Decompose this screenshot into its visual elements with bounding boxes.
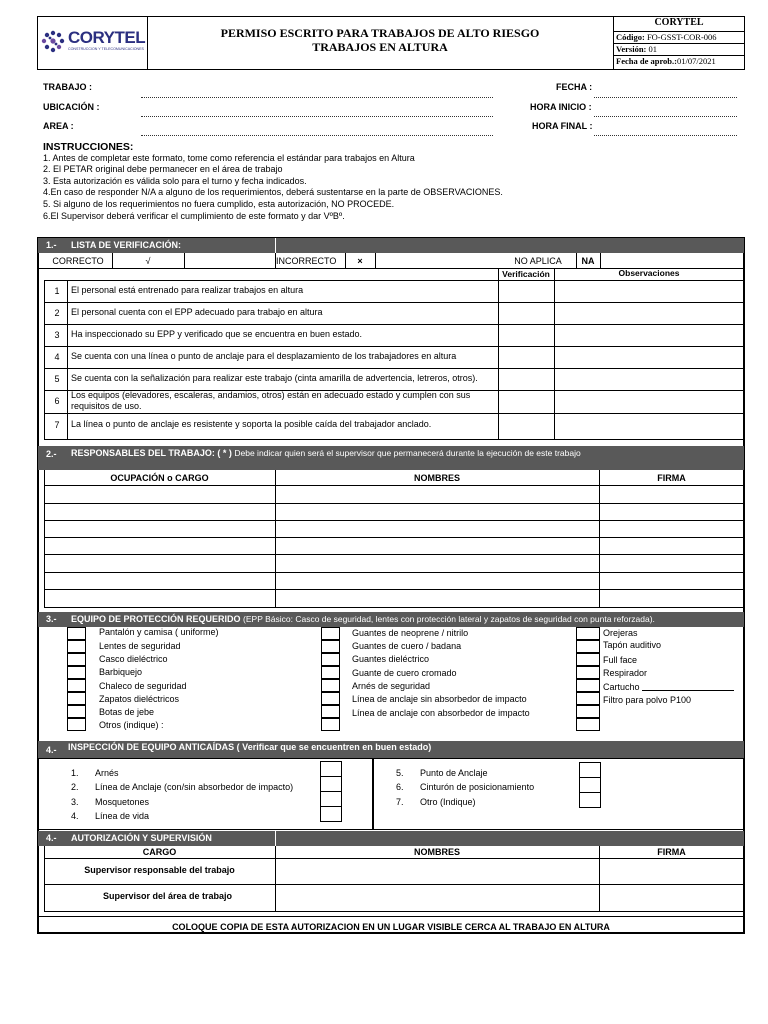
checklist-num: 2 [54, 308, 60, 318]
inspection-checkbox[interactable] [579, 777, 601, 793]
supervisor-area-label: Supervisor del área de trabajo [103, 891, 233, 901]
section3-note: (EPP Básico: Casco de seguridad, lentes con protección lateral y zapatos de seguridad con punta reforzada). [243, 614, 655, 624]
hora-inicio-label: HORA INICIO : [530, 102, 592, 112]
epp-item-label: Respirador [603, 668, 648, 678]
inspection-checkbox[interactable] [320, 791, 342, 807]
inspection-num: 3. [71, 797, 79, 807]
instruction-item: 1. Antes de completar este formato, tome como referencia el estándar para trabajos en Altura [43, 153, 415, 163]
fecha-label: FECHA : [556, 82, 593, 92]
epp-checkbox[interactable] [67, 705, 86, 718]
epp-item-label: Guantes dieléctrico [352, 654, 430, 664]
inspection-label: Arnés [95, 768, 119, 778]
version-label: Versión: [616, 44, 647, 54]
incorrecto-label: INCORRECTO [276, 256, 337, 266]
company-name: CORYTEL [654, 17, 704, 28]
inspection-checkbox[interactable] [320, 806, 342, 822]
inspection-num: 1. [71, 768, 79, 778]
hora-inicio-input[interactable] [594, 116, 737, 117]
footer-notice: COLOQUE COPIA DE ESTA AUTORIZACION EN UN LUGAR VISIBLE CERCA AL TRABAJO EN ALTURA [172, 922, 610, 932]
approval-date-value: 01/07/2021 [677, 56, 716, 66]
grid-line [44, 470, 45, 608]
grid-line [275, 470, 276, 608]
epp-item-label: Lentes de seguridad [99, 641, 181, 651]
checklist-text: La línea o punto de anclaje es resistente y soporta la posible caída del trabajador anclado. [71, 419, 432, 429]
section4-num: 4.- [46, 745, 57, 755]
epp-checkbox[interactable] [321, 653, 340, 666]
epp-checkbox[interactable] [67, 653, 86, 666]
col-verificacion: Verificación [502, 269, 550, 279]
epp-item-label: Casco dieléctrico [99, 654, 168, 664]
instruction-item: 3. Esta autorización es válida solo para el turno y fecha indicados. [43, 176, 307, 186]
grid-line [44, 324, 744, 325]
epp-checkbox[interactable] [321, 692, 340, 705]
epp-checkbox[interactable] [321, 640, 340, 653]
col-nombres: NOMBRES [413, 847, 460, 857]
epp-item-label: Pantalón y camisa ( uniforme) [99, 627, 219, 637]
grid-line [44, 413, 744, 414]
grid-line [38, 758, 744, 759]
inspection-checkbox[interactable] [320, 776, 342, 792]
inspection-label: Otro (Indique) [420, 797, 476, 807]
epp-item-label: Guantes de neoprene / nitrilo [352, 628, 469, 638]
fecha-input[interactable] [594, 97, 737, 98]
grid-line [184, 253, 185, 268]
version-value: 01 [648, 44, 658, 54]
grid-line [44, 485, 744, 486]
grid-line [44, 302, 744, 303]
grid-line [44, 346, 744, 347]
section5-header-divider [275, 831, 276, 846]
epp-checkbox[interactable] [576, 679, 600, 692]
inspection-num: 7. [396, 797, 404, 807]
epp-item-label: Barbiquejo [99, 667, 143, 677]
epp-checkbox[interactable] [67, 679, 86, 692]
inspection-label: Cinturón de posicionamiento [420, 782, 535, 792]
epp-item-label: Botas de jebe [99, 707, 155, 717]
incorrecto-mark: × [357, 256, 363, 266]
epp-checkbox[interactable] [67, 692, 86, 705]
grid-line [44, 537, 744, 538]
hora-final-input[interactable] [594, 135, 737, 136]
col-firma: FIRMA [657, 847, 686, 857]
grid-line [600, 253, 601, 268]
inspection-label: Mosquetones [95, 797, 150, 807]
col-nombres: NOMBRES [413, 473, 460, 483]
section3-title: EQUIPO DE PROTECCIÓN REQUERIDO [71, 614, 241, 624]
grid-line [67, 280, 68, 439]
section2-title: RESPONSABLES DEL TRABAJO: ( * ) [71, 448, 232, 458]
na-label: NA [581, 256, 595, 266]
epp-checkbox[interactable] [576, 705, 600, 718]
epp-checkbox[interactable] [67, 640, 86, 653]
supervisor-responsable-label: Supervisor responsable del trabajo [84, 865, 235, 875]
hora-final-label: HORA FINAL : [532, 121, 593, 131]
ubicacion-input[interactable] [141, 116, 493, 117]
grid-line [44, 439, 744, 440]
checklist-num: 3 [54, 330, 60, 340]
checklist-text: El personal cuenta con el EPP adecuado para trabajo en altura [71, 307, 323, 317]
epp-checkbox[interactable] [67, 718, 86, 731]
col-observaciones: Observaciones [618, 268, 680, 278]
epp-item-label: Tapón auditivo [603, 640, 662, 650]
epp-checkbox[interactable] [321, 666, 340, 679]
approval-date-label: Fecha de aprob.: [616, 56, 677, 66]
no-aplica-label: NO APLICA [514, 256, 562, 266]
section4-header [38, 741, 744, 758]
area-label: AREA : [43, 121, 74, 131]
section5-title: AUTORIZACIÓN Y SUPERVISIÓN [71, 833, 212, 843]
grid-line [44, 858, 744, 859]
grid-line [44, 884, 744, 885]
grid-line [44, 280, 744, 281]
grid-line [44, 589, 744, 590]
inspection-label: Línea de Anclaje (con/sin absorbedor de impacto) [95, 782, 294, 792]
correcto-label: CORRECTO [52, 256, 104, 266]
trabajo-label: TRABAJO : [43, 82, 92, 92]
inspection-checkbox[interactable] [579, 792, 601, 808]
section1-num: 1.- [46, 240, 57, 250]
area-input[interactable] [141, 135, 493, 136]
epp-item-label: Línea de anclaje con absorbedor de impacto [352, 708, 530, 718]
grid-line [599, 470, 600, 608]
grid-line [44, 572, 744, 573]
grid-line [44, 368, 744, 369]
company-logo [40, 28, 145, 58]
checklist-num: 6 [54, 396, 60, 406]
instructions-title: INSTRUCCIONES: [43, 141, 134, 153]
epp-item-label: Otros (indique) : [99, 720, 164, 730]
code-label: Código: [616, 32, 645, 42]
epp-checkbox[interactable] [67, 627, 86, 640]
logo-subtitle: CONSTRUCCION Y TELECOMUNICACIONES [68, 47, 144, 51]
epp-item-label: Línea de anclaje sin absorbedor de impacto [352, 694, 527, 704]
inspection-num: 4. [71, 811, 79, 821]
epp-checkbox[interactable] [321, 627, 340, 640]
epp-item-label: Cartucho [603, 682, 640, 692]
instruction-item: 5. Si alguno de los requerimientos no fuera cumplido, esta autorización, NO PROCEDE. [43, 199, 395, 209]
col-ocupacion: OCUPACIÓN o CARGO [110, 473, 209, 483]
grid-line [375, 253, 376, 268]
section2-header [38, 446, 744, 470]
section2-num: 2.- [46, 449, 57, 459]
logo-dots-icon [40, 29, 66, 55]
cartucho-input[interactable] [642, 690, 734, 691]
epp-item-label: Full face [603, 655, 638, 665]
epp-checkbox[interactable] [321, 705, 340, 718]
epp-checkbox[interactable] [576, 640, 600, 653]
section3-header [38, 612, 744, 627]
section1-title: LISTA DE VERIFICACIÓN: [71, 240, 181, 250]
checklist-num: 1 [54, 286, 60, 296]
epp-item-label: Zapatos dieléctricos [99, 694, 180, 704]
epp-checkbox[interactable] [576, 718, 600, 731]
checklist-text: El personal está entrenado para realizar trabajos en altura [71, 285, 304, 295]
checklist-text: Se cuenta con la señalización para realizar este trabajo (cinta amarilla de advertencia, letreros, otros). [71, 373, 478, 383]
epp-checkbox[interactable] [576, 666, 600, 679]
logo-text: CORYTEL [68, 28, 146, 47]
section1-header [38, 238, 744, 253]
section4-title: INSPECCIÓN DE EQUIPO ANTICAÍDAS ( Verificar que se encuentren en buen estado) [68, 742, 432, 752]
epp-item-label: Arnés de seguridad [352, 681, 431, 691]
grid-line [44, 280, 45, 439]
checklist-text: Los equipos (elevadores, escaleras, andamios, otros) están en adecuado estado y cumplen con sus requisitos de uso. [71, 390, 471, 411]
inspection-num: 5. [396, 768, 404, 778]
inspection-label: Línea de vida [95, 811, 150, 821]
epp-checkbox[interactable] [576, 653, 600, 666]
inspection-checkbox[interactable] [320, 761, 342, 777]
checklist-num: 7 [54, 420, 60, 430]
epp-checkbox[interactable] [321, 679, 340, 692]
section5-num: 4.- [46, 833, 57, 843]
checklist-text: Ha inspeccionado su EPP y verificado que se encuentra en buen estado. [71, 329, 363, 339]
approval-date-row [616, 56, 716, 66]
version-row [616, 44, 657, 54]
epp-item-label: Orejeras [603, 628, 638, 638]
instruction-item: 2. El PETAR original debe permanecer en el área de trabajo [43, 164, 283, 174]
grid-line [44, 503, 744, 504]
checklist-text: Se cuenta con una línea o punto de anclaje para el desplazamiento de los trabajadores en altura [71, 351, 457, 361]
col-firma: FIRMA [657, 473, 686, 483]
trabajo-input[interactable] [141, 97, 493, 98]
inspection-checkbox[interactable] [579, 762, 601, 778]
grid-line [372, 758, 374, 830]
epp-checkbox[interactable] [576, 692, 600, 705]
form-title: PERMISO ESCRITO PARA TRABAJOS DE ALTO RIESGO [220, 26, 540, 40]
section2-note: Debe indicar quien será el supervisor que permanecerá durante la ejecución de este trabajo [234, 448, 581, 458]
form-subtitle: TRABAJOS EN ALTURA [312, 40, 448, 54]
epp-checkbox[interactable] [321, 718, 340, 731]
code-value: FO-GSST-COR-006 [646, 32, 717, 42]
ubicacion-label: UBICACIÓN : [43, 102, 100, 112]
inspection-num: 2. [71, 782, 79, 792]
epp-checkbox[interactable] [67, 666, 86, 679]
grid-line [44, 554, 744, 555]
epp-item-label: Filtro para polvo P100 [603, 695, 692, 705]
grid-line [38, 829, 744, 830]
grid-line [44, 911, 744, 912]
col-cargo: CARGO [142, 847, 177, 857]
epp-item-label: Chaleco de seguridad [99, 681, 187, 691]
section3-num: 3.- [46, 614, 57, 624]
epp-checkbox[interactable] [576, 627, 600, 640]
grid-line [44, 520, 744, 521]
section3-title-block [71, 614, 655, 624]
section2-title-block [71, 448, 591, 458]
grid-line [44, 607, 744, 608]
inspection-num: 6. [396, 782, 404, 792]
instruction-item: 6.El Supervisor deberá verificar el cumplimiento de este formato y dar VºBº. [43, 211, 345, 221]
section5-header [38, 831, 744, 846]
correcto-mark: √ [145, 256, 151, 266]
epp-item-label: Guantes de cuero / badana [352, 641, 462, 651]
checklist-num: 5 [54, 374, 60, 384]
grid-line [38, 916, 744, 917]
checklist-num: 4 [54, 352, 60, 362]
epp-item-label: Guante de cuero cromado [352, 668, 457, 678]
instruction-item: 4.En caso de responder N/A a alguno de los requerimientos, deberá sustentarse en la parte de OBSERVACIONES. [43, 187, 503, 197]
section1-header-divider [275, 238, 276, 253]
inspection-label: Punto de Anclaje [420, 768, 488, 778]
code-row [616, 32, 717, 42]
